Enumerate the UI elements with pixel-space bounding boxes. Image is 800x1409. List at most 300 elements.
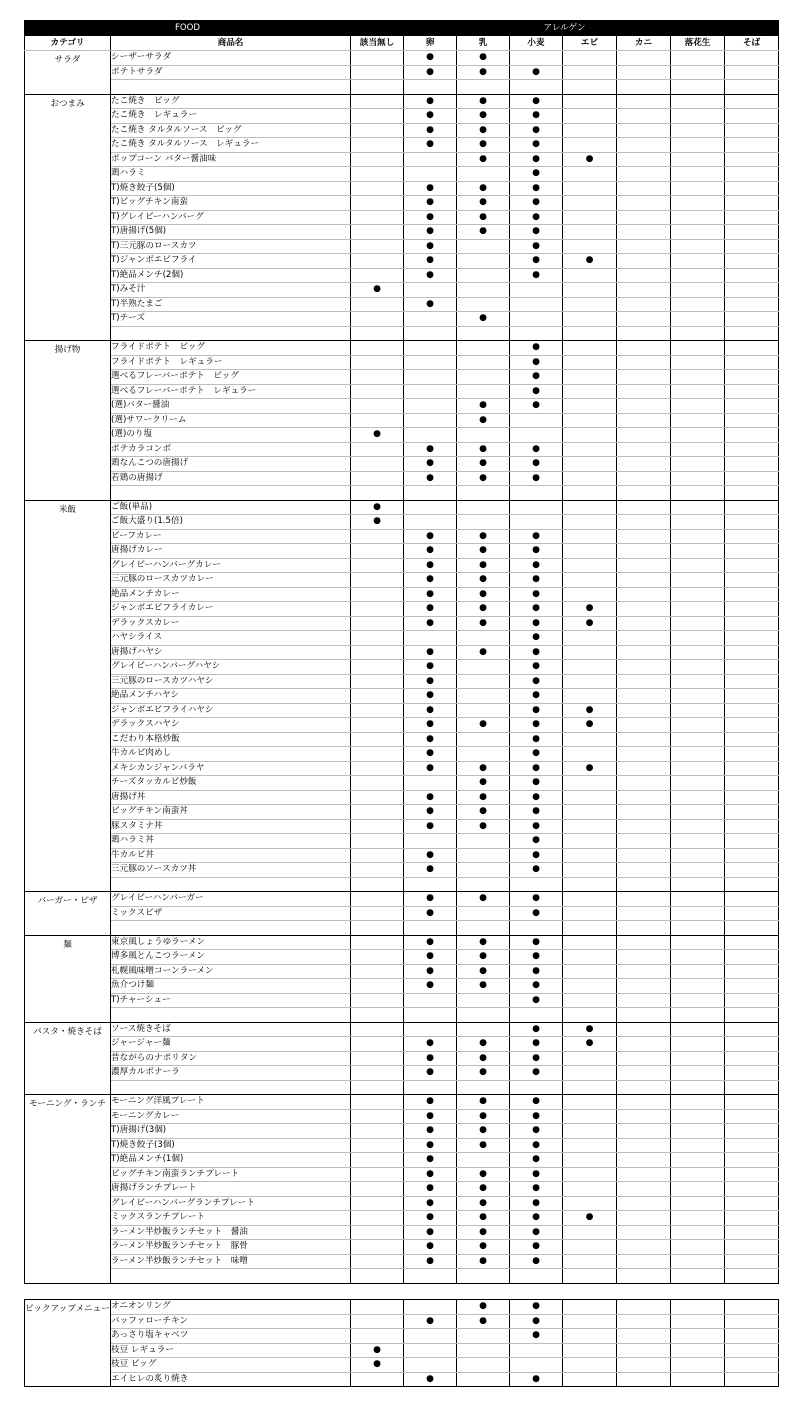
allergen-cell [563, 1254, 617, 1269]
allergen-cell [351, 1314, 404, 1329]
allergen-cell: ● [510, 674, 563, 689]
product-name: 若鶏の唐揚げ [111, 471, 351, 486]
allergen-cell [563, 587, 617, 602]
allergen-cell [617, 790, 671, 805]
allergen-cell: ● [510, 152, 563, 167]
allergen-cell [351, 674, 404, 689]
allergen-cell [457, 80, 510, 95]
allergen-cell: ● [404, 1066, 457, 1081]
allergen-cell [671, 297, 725, 312]
allergen-cell [617, 718, 671, 733]
allergen-cell: ● [457, 950, 510, 965]
allergen-cell [671, 225, 725, 240]
allergen-cell [563, 1080, 617, 1095]
allergen-cell: ● [510, 718, 563, 733]
allergen-cell [351, 689, 404, 704]
allergen-cell [617, 1080, 671, 1095]
allergen-cell: ● [404, 123, 457, 138]
allergen-cell [563, 1066, 617, 1081]
allergen-cell [671, 558, 725, 573]
allergen-cell [404, 486, 457, 501]
allergen-cell [671, 413, 725, 428]
allergen-cell [404, 341, 457, 356]
table-row [25, 732, 779, 747]
table-row [25, 602, 779, 617]
allergen-cell [351, 892, 404, 907]
product-name: 魚介つけ麺 [111, 979, 351, 994]
allergen-cell: ● [404, 109, 457, 124]
allergen-cell [617, 225, 671, 240]
allergen-cell: ● [404, 1153, 457, 1168]
allergen-cell: ● [404, 442, 457, 457]
allergen-cell [351, 877, 404, 892]
allergen-cell: ● [510, 1182, 563, 1197]
allergen-cell: ● [510, 863, 563, 878]
allergen-cell [725, 1124, 779, 1139]
allergen-cell [404, 1080, 457, 1095]
table-row [25, 979, 779, 994]
product-name: グレイビーハンバーグカレー [111, 558, 351, 573]
product-name: たこ焼き タルタルソース レギュラー [111, 138, 351, 153]
allergen-cell [671, 761, 725, 776]
allergen-cell: ● [404, 660, 457, 675]
table-row [25, 65, 779, 80]
allergen-cell [351, 312, 404, 327]
allergen-cell: ● [510, 848, 563, 863]
allergen-cell [457, 486, 510, 501]
allergen-cell: ● [404, 529, 457, 544]
allergen-cell [351, 471, 404, 486]
allergen-cell [351, 413, 404, 428]
allergen-cell: ● [404, 297, 457, 312]
allergen-cell: ● [457, 790, 510, 805]
allergen-cell [617, 602, 671, 617]
allergen-cell [563, 1124, 617, 1139]
category-cell: パスタ・焼きそば [25, 1022, 111, 1095]
allergen-cell [617, 1196, 671, 1211]
food-header: FOOD [25, 21, 351, 36]
allergen-cell [671, 747, 725, 762]
allergen-cell: ● [404, 587, 457, 602]
allergen-cell [617, 892, 671, 907]
allergen-cell [725, 631, 779, 646]
allergen-cell [510, 921, 563, 936]
allergen-cell [617, 935, 671, 950]
allergen-cell: ● [457, 1051, 510, 1066]
allergen-cell [563, 1358, 617, 1373]
allergen-cell [457, 1008, 510, 1023]
allergen-cell: ● [404, 558, 457, 573]
table-row [25, 1138, 779, 1153]
allergen-cell [725, 732, 779, 747]
allergen-cell [510, 283, 563, 298]
allergen-cell: ● [510, 1124, 563, 1139]
allergen-cell [351, 993, 404, 1008]
category-cell: モーニング・ランチ [25, 1095, 111, 1284]
product-name: 牛カルビ肉めし [111, 747, 351, 762]
allergen-cell [725, 428, 779, 443]
allergen-cell: ● [404, 1240, 457, 1255]
allergen-table [24, 20, 779, 1284]
allergen-cell [725, 65, 779, 80]
allergen-cell: ● [510, 776, 563, 791]
allergen-cell [563, 486, 617, 501]
category-group [25, 1095, 779, 1284]
allergen-cell [617, 645, 671, 660]
allergen-cell [404, 1022, 457, 1037]
allergen-cell [725, 863, 779, 878]
allergen-cell [617, 1372, 671, 1387]
allergen-cell: ● [457, 51, 510, 66]
allergen-cell [617, 167, 671, 182]
table-row [25, 1109, 779, 1124]
allergen-cell [725, 225, 779, 240]
allergen-cell [563, 544, 617, 559]
allergen-cell [351, 718, 404, 733]
allergen-cell [617, 674, 671, 689]
allergen-cell [351, 1269, 404, 1284]
allergen-cell [404, 428, 457, 443]
allergen-cell [671, 1182, 725, 1197]
allergen-cell [671, 834, 725, 849]
allergen-cell [725, 906, 779, 921]
allergen-cell [351, 747, 404, 762]
allergen-cell [617, 1240, 671, 1255]
allergen-cell [671, 674, 725, 689]
table-row [25, 225, 779, 240]
allergen-cell [725, 573, 779, 588]
allergen-cell [725, 834, 779, 849]
allergen-cell: ● [457, 1240, 510, 1255]
allergen-cell [351, 138, 404, 153]
allergen-cell: ● [563, 254, 617, 269]
allergen-cell [725, 587, 779, 602]
allergen-cell: ● [404, 689, 457, 704]
table-row [25, 1240, 779, 1255]
allergen-cell [563, 645, 617, 660]
allergen-cell [563, 399, 617, 414]
allergen-cell [351, 761, 404, 776]
allergen-cell: ● [457, 94, 510, 109]
allergen-cell: ● [404, 964, 457, 979]
allergen-cell [404, 384, 457, 399]
allergen-cell: ● [510, 1066, 563, 1081]
table-row [25, 1022, 779, 1037]
allergen-cell [563, 1372, 617, 1387]
table-row [25, 428, 779, 443]
product-name: T)三元豚のロースカツ [111, 239, 351, 254]
allergen-cell: ● [457, 964, 510, 979]
allergen-cell [617, 573, 671, 588]
product-name: ポテトサラダ [111, 65, 351, 80]
allergen-cell: ● [457, 457, 510, 472]
table-row [25, 1182, 779, 1197]
allergen-cell [351, 1153, 404, 1168]
allergen-cell [510, 500, 563, 515]
allergen-cell [404, 921, 457, 936]
table-row [25, 384, 779, 399]
allergen-cell [510, 80, 563, 95]
table-row [25, 283, 779, 298]
allergen-cell [671, 355, 725, 370]
allergen-cell: ● [563, 616, 617, 631]
allergen-cell [671, 515, 725, 530]
allergen-cell [671, 457, 725, 472]
allergen-cell [617, 1008, 671, 1023]
table-row [25, 1372, 779, 1387]
table-row [25, 326, 779, 341]
allergen-cell [563, 167, 617, 182]
allergen-cell [563, 805, 617, 820]
allergen-cell [563, 370, 617, 385]
allergen-cell [725, 515, 779, 530]
allergen-cell [725, 1095, 779, 1110]
allergen-cell: ● [510, 471, 563, 486]
allergen-cell: ● [510, 384, 563, 399]
allergen-cell [617, 355, 671, 370]
product-name: ビッグチキン南蛮丼 [111, 805, 351, 820]
allergen-cell [351, 1167, 404, 1182]
allergen-cell [617, 1095, 671, 1110]
product-name: ご飯(単品) [111, 500, 351, 515]
allergen-cell [351, 805, 404, 820]
col-allergen-soba: そば [725, 36, 779, 51]
allergen-cell: ● [510, 1095, 563, 1110]
allergen-cell [725, 94, 779, 109]
allergen-cell [725, 558, 779, 573]
allergen-cell [725, 1254, 779, 1269]
allergen-cell: ● [404, 1372, 457, 1387]
allergen-cell [725, 239, 779, 254]
allergen-cell [617, 906, 671, 921]
allergen-cell [404, 1329, 457, 1344]
table-row [25, 1269, 779, 1284]
allergen-cell [351, 732, 404, 747]
allergen-cell [617, 703, 671, 718]
product-name: ジャンボエビフライカレー [111, 602, 351, 617]
allergen-cell [563, 65, 617, 80]
allergen-cell [725, 442, 779, 457]
table-row [25, 631, 779, 646]
allergen-cell: ● [510, 1329, 563, 1344]
allergen-cell: ● [457, 196, 510, 211]
allergen-cell [725, 660, 779, 675]
allergen-cell [617, 863, 671, 878]
allergen-cell [351, 558, 404, 573]
product-name: 唐揚げカレー [111, 544, 351, 559]
table-row [25, 1037, 779, 1052]
allergen-cell [563, 935, 617, 950]
allergen-cell [563, 819, 617, 834]
table-row [25, 51, 779, 66]
allergen-cell [563, 1138, 617, 1153]
col-allergen-milk: 乳 [457, 36, 510, 51]
allergen-cell [671, 1358, 725, 1373]
table-row [25, 312, 779, 327]
allergen-cell [510, 1008, 563, 1023]
allergen-cell [457, 1022, 510, 1037]
table-row [25, 950, 779, 965]
allergen-cell: ● [404, 254, 457, 269]
allergen-cell: ● [457, 399, 510, 414]
allergen-cell [351, 384, 404, 399]
table-row [25, 500, 779, 515]
allergen-cell [404, 152, 457, 167]
allergen-cell [671, 1254, 725, 1269]
allergen-cell: ● [351, 500, 404, 515]
allergen-cell [671, 993, 725, 1008]
allergen-cell: ● [404, 1051, 457, 1066]
product-name: 札幌風味噌コーンラーメン [111, 964, 351, 979]
allergen-cell [351, 326, 404, 341]
product-name: 三元豚のロースカツカレー [111, 573, 351, 588]
allergen-cell: ● [510, 196, 563, 211]
allergen-cell: ● [404, 239, 457, 254]
allergen-cell [351, 196, 404, 211]
allergen-cell [404, 326, 457, 341]
allergen-cell [617, 283, 671, 298]
product-name: 牛カルビ丼 [111, 848, 351, 863]
product-name: デラックスカレー [111, 616, 351, 631]
allergen-cell: ● [404, 51, 457, 66]
allergen-cell [617, 1314, 671, 1329]
allergen-cell [404, 631, 457, 646]
allergen-cell [351, 1109, 404, 1124]
allergen-cell [563, 123, 617, 138]
allergen-cell [725, 471, 779, 486]
allergen-cell [351, 268, 404, 283]
product-name: 鶏ハラミ丼 [111, 834, 351, 849]
allergen-cell [563, 1269, 617, 1284]
product-name: 鶏ハラミ [111, 167, 351, 182]
allergen-cell [617, 1329, 671, 1344]
category-group [25, 1022, 779, 1095]
allergen-cell [671, 950, 725, 965]
allergen-cell: ● [510, 587, 563, 602]
allergen-cell: ● [457, 805, 510, 820]
allergen-cell: ● [510, 558, 563, 573]
allergen-cell [617, 94, 671, 109]
col-name: 商品名 [111, 36, 351, 51]
allergen-cell [510, 51, 563, 66]
allergen-cell: ● [404, 602, 457, 617]
allergen-cell [671, 660, 725, 675]
allergen-cell [563, 877, 617, 892]
category-cell: 麺 [25, 935, 111, 1022]
table-row [25, 1008, 779, 1023]
allergen-cell [457, 689, 510, 704]
product-name [111, 80, 351, 95]
allergen-cell [404, 776, 457, 791]
allergen-cell [671, 1211, 725, 1226]
table-row [25, 558, 779, 573]
allergen-cell [725, 1138, 779, 1153]
allergen-cell: ● [351, 515, 404, 530]
allergen-cell [563, 500, 617, 515]
allergen-cell [617, 1037, 671, 1052]
table-row [25, 254, 779, 269]
allergen-cell: ● [457, 1109, 510, 1124]
allergen-cell [617, 1109, 671, 1124]
allergen-cell [510, 1343, 563, 1358]
product-name: フライドポテト レギュラー [111, 355, 351, 370]
category-group [25, 1300, 779, 1387]
allergen-cell: ● [404, 573, 457, 588]
allergen-cell [725, 1080, 779, 1095]
allergen-cell: ● [563, 1037, 617, 1052]
product-name: 豚スタミナ丼 [111, 819, 351, 834]
table-row [25, 544, 779, 559]
allergen-cell [725, 1022, 779, 1037]
table-row [25, 529, 779, 544]
allergen-cell [725, 805, 779, 820]
allergen-cell [725, 703, 779, 718]
allergen-cell [617, 747, 671, 762]
allergen-cell [563, 573, 617, 588]
allergen-cell [671, 94, 725, 109]
allergen-cell: ● [404, 703, 457, 718]
allergen-cell: ● [510, 1167, 563, 1182]
allergen-cell [457, 326, 510, 341]
allergen-cell: ● [510, 1037, 563, 1052]
allergen-cell [404, 834, 457, 849]
allergen-cell: ● [404, 718, 457, 733]
table-row [25, 776, 779, 791]
table-row [25, 1329, 779, 1344]
table-row [25, 123, 779, 138]
allergen-cell [617, 660, 671, 675]
allergen-cell [617, 1124, 671, 1139]
allergen-cell: ● [510, 1153, 563, 1168]
allergen-cell: ● [404, 1138, 457, 1153]
table-row [25, 660, 779, 675]
allergen-cell [563, 732, 617, 747]
allergen-cell [725, 674, 779, 689]
allergen-cell [404, 370, 457, 385]
allergen-cell: ● [510, 254, 563, 269]
allergen-cell [617, 877, 671, 892]
allergen-cell [563, 1343, 617, 1358]
allergen-cell: ● [457, 892, 510, 907]
allergen-cell [617, 413, 671, 428]
allergen-cell [617, 1182, 671, 1197]
allergen-cell [563, 326, 617, 341]
allergen-cell: ● [404, 892, 457, 907]
allergen-cell [617, 529, 671, 544]
allergen-cell [457, 660, 510, 675]
allergen-cell [617, 384, 671, 399]
allergen-cell: ● [510, 602, 563, 617]
allergen-cell: ● [457, 312, 510, 327]
allergen-cell [725, 921, 779, 936]
allergen-cell [563, 109, 617, 124]
table-row [25, 442, 779, 457]
allergen-cell: ● [404, 138, 457, 153]
allergen-cell [563, 94, 617, 109]
allergen-cell [671, 152, 725, 167]
product-name: T)焼き餃子(5個) [111, 181, 351, 196]
col-allergen-shrimp: エビ [563, 36, 617, 51]
product-name: 絶品メンチカレー [111, 587, 351, 602]
allergen-cell [725, 1329, 779, 1344]
allergen-cell [563, 921, 617, 936]
allergen-cell [617, 1269, 671, 1284]
table-row [25, 1300, 779, 1315]
allergen-cell [671, 718, 725, 733]
allergen-cell: ● [563, 703, 617, 718]
allergen-cell [725, 326, 779, 341]
allergen-cell [351, 370, 404, 385]
